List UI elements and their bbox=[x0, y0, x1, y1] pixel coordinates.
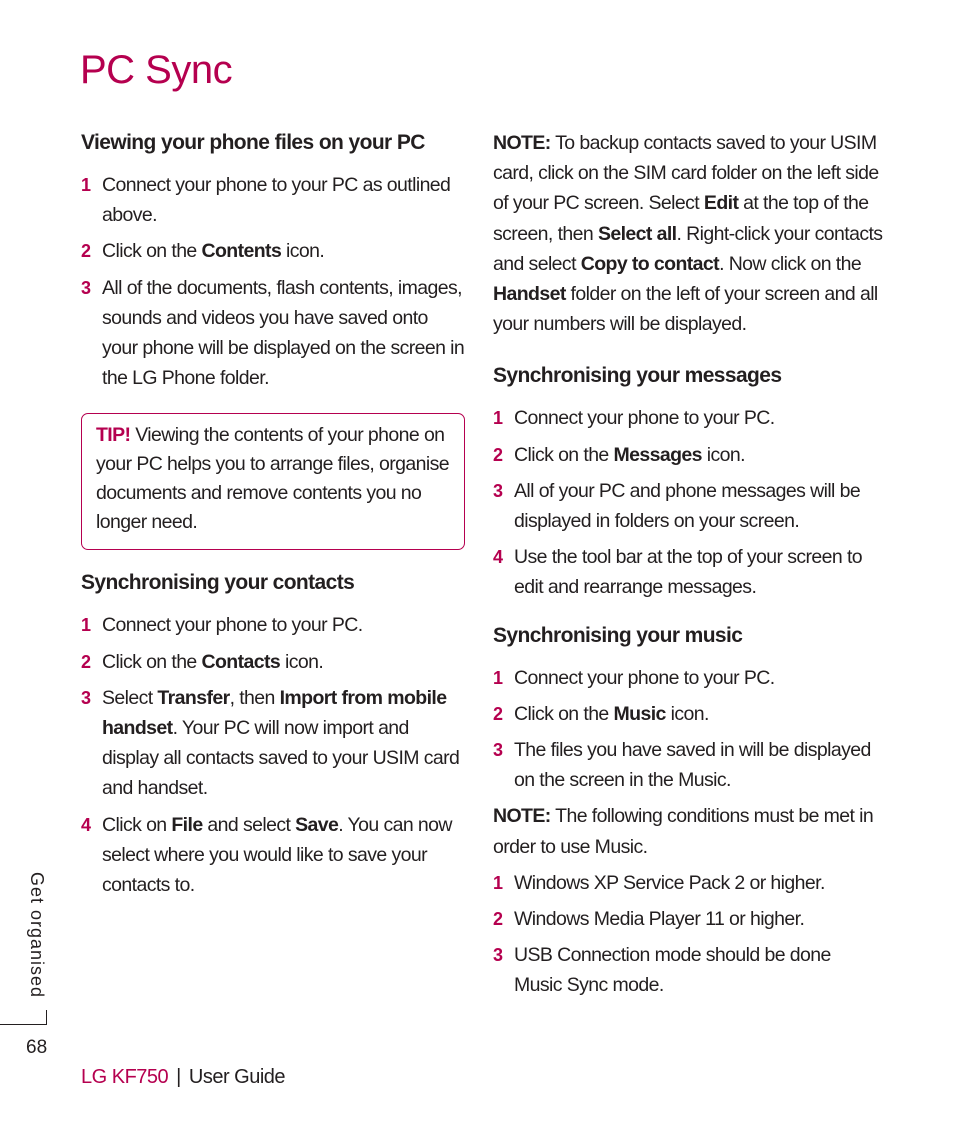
ui-term: Contacts bbox=[201, 650, 281, 673]
step-number: 1 bbox=[493, 408, 503, 429]
ui-term: File bbox=[171, 813, 203, 836]
step-number: 1 bbox=[81, 175, 91, 195]
page-number: 68 bbox=[26, 1037, 48, 1058]
list-item bbox=[81, 647, 467, 677]
step-text: Select bbox=[102, 686, 158, 709]
step-text: The files you have saved in will be displayed on the screen in the Music. bbox=[514, 739, 871, 792]
list-item bbox=[493, 440, 883, 470]
step-number: 1 bbox=[81, 615, 91, 636]
note-text: at the top of the screen, then bbox=[493, 192, 869, 245]
side-divider bbox=[0, 1024, 47, 1025]
ui-term: Select all bbox=[597, 222, 677, 245]
step-text: Click on the bbox=[102, 240, 202, 263]
note-music bbox=[493, 801, 883, 861]
step-text: Windows Media Player 11 or higher. bbox=[514, 908, 805, 931]
ui-term: Edit bbox=[703, 192, 739, 215]
step-number: 2 bbox=[493, 703, 503, 724]
section-heading-messages: Synchronising your messages bbox=[493, 364, 782, 388]
side-divider bbox=[46, 1010, 47, 1024]
tip-label: TIP! bbox=[96, 424, 131, 447]
contacts-steps bbox=[81, 610, 467, 900]
step-text: Connect your phone to your PC. bbox=[514, 407, 775, 430]
step-text: Connect your phone to your PC. bbox=[102, 614, 363, 637]
step-number: 4 bbox=[493, 547, 503, 568]
note-label: NOTE: bbox=[493, 805, 551, 828]
step-text: Click on the bbox=[514, 702, 614, 725]
viewing-steps bbox=[81, 170, 467, 393]
section-heading-contacts: Synchronising your contacts bbox=[81, 571, 355, 595]
note-label: NOTE: bbox=[493, 132, 551, 154]
step-number: 3 bbox=[81, 687, 91, 708]
step-text: All of the documents, flash contents, images, sounds and videos you have saved onto your phone will be displayed on the screen in the LG Phone folder. bbox=[102, 276, 465, 390]
list-item bbox=[493, 940, 883, 1000]
list-item bbox=[493, 542, 883, 602]
step-number: 2 bbox=[493, 909, 503, 930]
list-item bbox=[81, 610, 467, 640]
conditions-list bbox=[493, 868, 883, 1001]
right-column bbox=[493, 128, 883, 1007]
left-column bbox=[81, 128, 467, 906]
ui-term: Save bbox=[295, 813, 339, 836]
note-backup bbox=[493, 128, 883, 339]
step-number: 3 bbox=[493, 945, 503, 966]
step-text: . Your PC will now import and display all contacts saved to your USIM card and handset. bbox=[102, 717, 460, 800]
step-text: icon. bbox=[281, 240, 325, 263]
list-item bbox=[81, 683, 467, 804]
list-item bbox=[493, 735, 883, 795]
ui-term: Music bbox=[613, 702, 666, 725]
tip-box bbox=[81, 413, 465, 550]
step-text: . You can now select where you would like to save your contacts to. bbox=[102, 813, 452, 897]
step-text: icon. bbox=[701, 443, 745, 466]
list-item bbox=[493, 663, 883, 693]
list-item bbox=[81, 170, 467, 230]
ui-term: Copy to contact bbox=[580, 252, 720, 275]
step-number: 3 bbox=[81, 277, 91, 298]
list-item bbox=[81, 810, 467, 901]
section-side-label: Get organised bbox=[27, 872, 47, 999]
ui-term: Messages bbox=[613, 443, 702, 466]
step-text: Use the tool bar at the top of your screen to edit and rearrange messages. bbox=[514, 546, 863, 599]
note-text: . Now click on the bbox=[719, 252, 862, 275]
note-text: . Right-click your contacts and select bbox=[493, 222, 883, 275]
step-number: 2 bbox=[81, 651, 91, 672]
list-item bbox=[81, 273, 467, 394]
footer-separator: | bbox=[176, 1066, 181, 1088]
tip-text: Viewing the contents of your phone on your PC helps you to arrange files, organise documents and remove contents you no longer need. bbox=[96, 424, 449, 534]
step-text: Click on the bbox=[514, 443, 614, 466]
ui-term: Contents bbox=[201, 240, 282, 263]
footer bbox=[81, 1066, 285, 1089]
step-text: Connect your phone to your PC. bbox=[514, 666, 775, 689]
step-number: 3 bbox=[493, 480, 503, 501]
list-item bbox=[493, 868, 883, 898]
step-text: Windows XP Service Pack 2 or higher. bbox=[514, 871, 825, 894]
step-text: All of your PC and phone messages will be displayed in folders on your screen. bbox=[514, 479, 861, 533]
ui-term: Transfer bbox=[157, 686, 230, 709]
section-heading-viewing: Viewing your phone files on your PC bbox=[81, 131, 425, 154]
note-text: The following conditions must be met in order to use Music. bbox=[493, 805, 874, 858]
step-number: 1 bbox=[493, 667, 503, 688]
section-heading-music: Synchronising your music bbox=[493, 623, 743, 647]
step-text: Click on the bbox=[102, 650, 202, 673]
footer-doc-title: User Guide bbox=[188, 1066, 286, 1088]
page-title: PC Sync bbox=[80, 48, 233, 92]
list-item bbox=[493, 476, 883, 536]
note-text: folder on the left of your screen and all your numbers will be displayed. bbox=[493, 283, 878, 336]
list-item bbox=[493, 699, 883, 729]
footer-brand: LG KF750 bbox=[81, 1066, 169, 1088]
step-text: and select bbox=[202, 813, 296, 836]
list-item bbox=[493, 904, 883, 934]
step-text: icon. bbox=[280, 650, 324, 673]
messages-steps bbox=[493, 403, 883, 602]
ui-term: Handset bbox=[493, 283, 566, 306]
step-number: 2 bbox=[493, 444, 503, 465]
step-text: Click on bbox=[102, 813, 172, 836]
list-item bbox=[81, 236, 467, 266]
note-text: To backup contacts saved to your USIM card, click on the SIM card folder on the left side of your PC screen. Select bbox=[493, 132, 879, 215]
step-text: Connect your phone to your PC as outlined above. bbox=[102, 174, 451, 227]
step-number: 3 bbox=[493, 740, 503, 761]
step-number: 2 bbox=[81, 241, 91, 262]
step-number: 1 bbox=[493, 872, 503, 893]
ui-term: Import from mobile handset bbox=[102, 686, 447, 740]
step-text: USB Connection mode should be done Music Sync mode. bbox=[514, 944, 831, 997]
step-text: , then bbox=[229, 686, 280, 709]
step-text: icon. bbox=[665, 702, 709, 725]
step-number: 4 bbox=[81, 814, 91, 835]
music-steps bbox=[493, 663, 883, 796]
list-item bbox=[493, 403, 883, 433]
